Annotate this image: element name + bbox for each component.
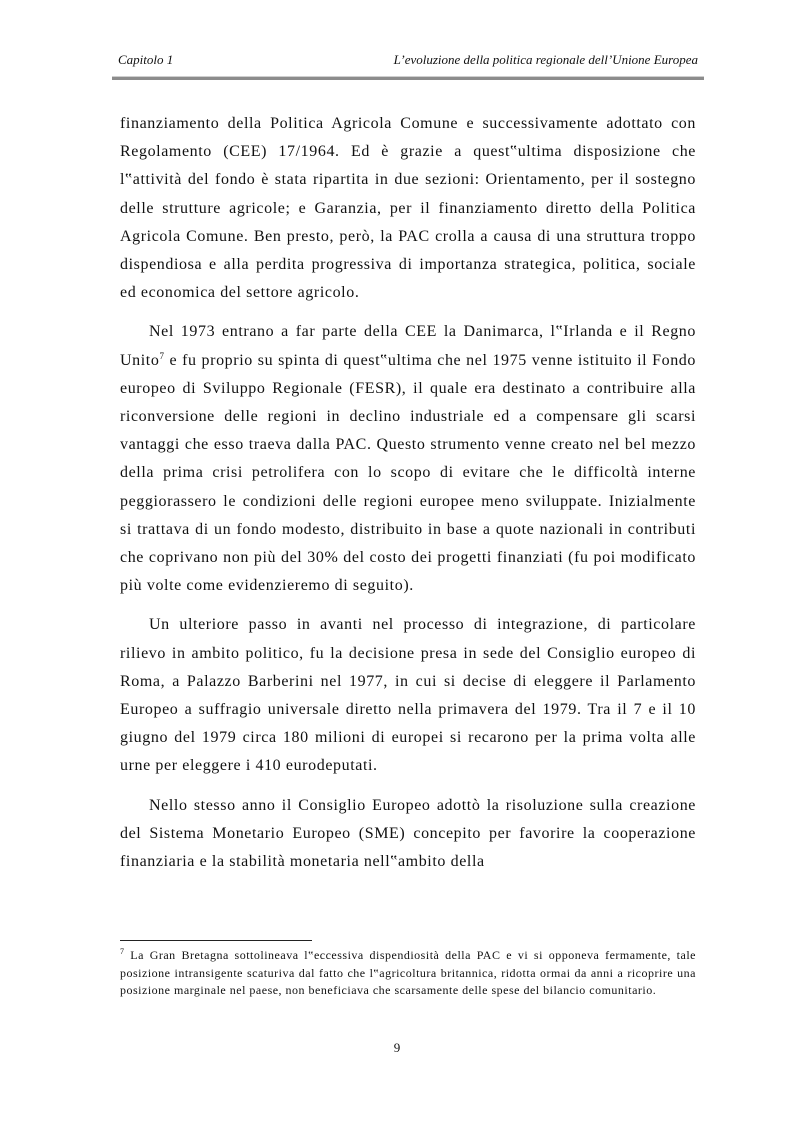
chapter-label: Capitolo 1 (118, 52, 174, 67)
footnote-text: La Gran Bretagna sottolineava l‟eccessiva dispendiosità della PAC e vi si opponeva fermamente, tale posizione intransigente scaturiva dal fatto che l‟agricoltura britannica, ridotta ormai da anni a ricoprire una posizione marginale nel paese, non beneficiava che scarsamente delle spese del bilancio comunitario. (120, 948, 696, 997)
page-number: 9 (393, 1040, 401, 1055)
footnote-number: 7 (120, 947, 125, 956)
paragraph-1: finanziamento della Politica Agricola Comune e successivamente adottato con Regolamento (CEE) 17/1964. Ed è grazie a quest‟ultima disposizione che l‟attività del fondo è stata ripartita in due sezioni: Orientamento, per il sostegno delle strutture agricole; e Garanzia, per il finanziamento diretto della Politica Agricola Comune. Ben presto, però, la PAC crolla a causa di una struttura troppo dispendiosa e alla perdita progressiva di importanza strategica, politica, sociale ed economica del settore agricolo. (120, 115, 696, 302)
running-header (118, 52, 698, 74)
paragraph-2 (120, 318, 696, 600)
paragraph-4: Nello stesso anno il Consiglio Europeo adottò la risoluzione sulla creazione del Sistema Monetario Europeo (SME) concepito per favorire la cooperazione finanziaria e la stabilità monetaria nell‟ambito della (120, 796, 696, 871)
footnote (120, 947, 696, 1000)
footnote-reference: 7 (159, 350, 165, 361)
paragraph-3: Un ulteriore passo in avanti nel processo di integrazione, di particolare rilievo in ambito politico, fu la decisione presa in sede del Consiglio europeo di Roma, a Palazzo Barberini nel 1977, in cui si decise di eleggere il Parlamento Europeo a suffragio universale diretto nella primavera del 1979. Tra il 7 e il 10 giugno del 1979 circa 180 milioni di europei si recarono per la prima volta alle urne per eleggere i 410 eurodeputati. (120, 616, 696, 775)
chapter-title: L’evoluzione della politica regionale dell’Unione Europea (393, 52, 698, 67)
footnote-divider (120, 940, 312, 941)
paragraph-2-start: Nel 1973 entrano a far parte della CEE la Danimarca, l‟Irlanda e il Regno Unito (120, 323, 696, 369)
main-text (120, 110, 696, 887)
paragraph-2-end: e fu proprio su spinta di quest‟ultima che nel 1975 venne istituito il Fondo europeo di Sviluppo Regionale (FESR), il quale era destinato a contribuire alla riconversione delle regioni in declino industriale ed a compensare gli scarsi vantaggi che esso traeva dalla PAC. Questo strumento venne creato nel bel mezzo della prima crisi petrolifera con lo scopo di evitare che le difficoltà interne peggiorassero le condizioni delle regioni europee meno sviluppate. Inizialmente si trattava di un fondo modesto, distribuito in base a quote nazionali in contributi che coprivano non più del 30% del costo dei progetti finanziati (fu poi modificato più volte come evidenzieremo di seguito). (120, 351, 696, 595)
header-divider (112, 76, 704, 80)
